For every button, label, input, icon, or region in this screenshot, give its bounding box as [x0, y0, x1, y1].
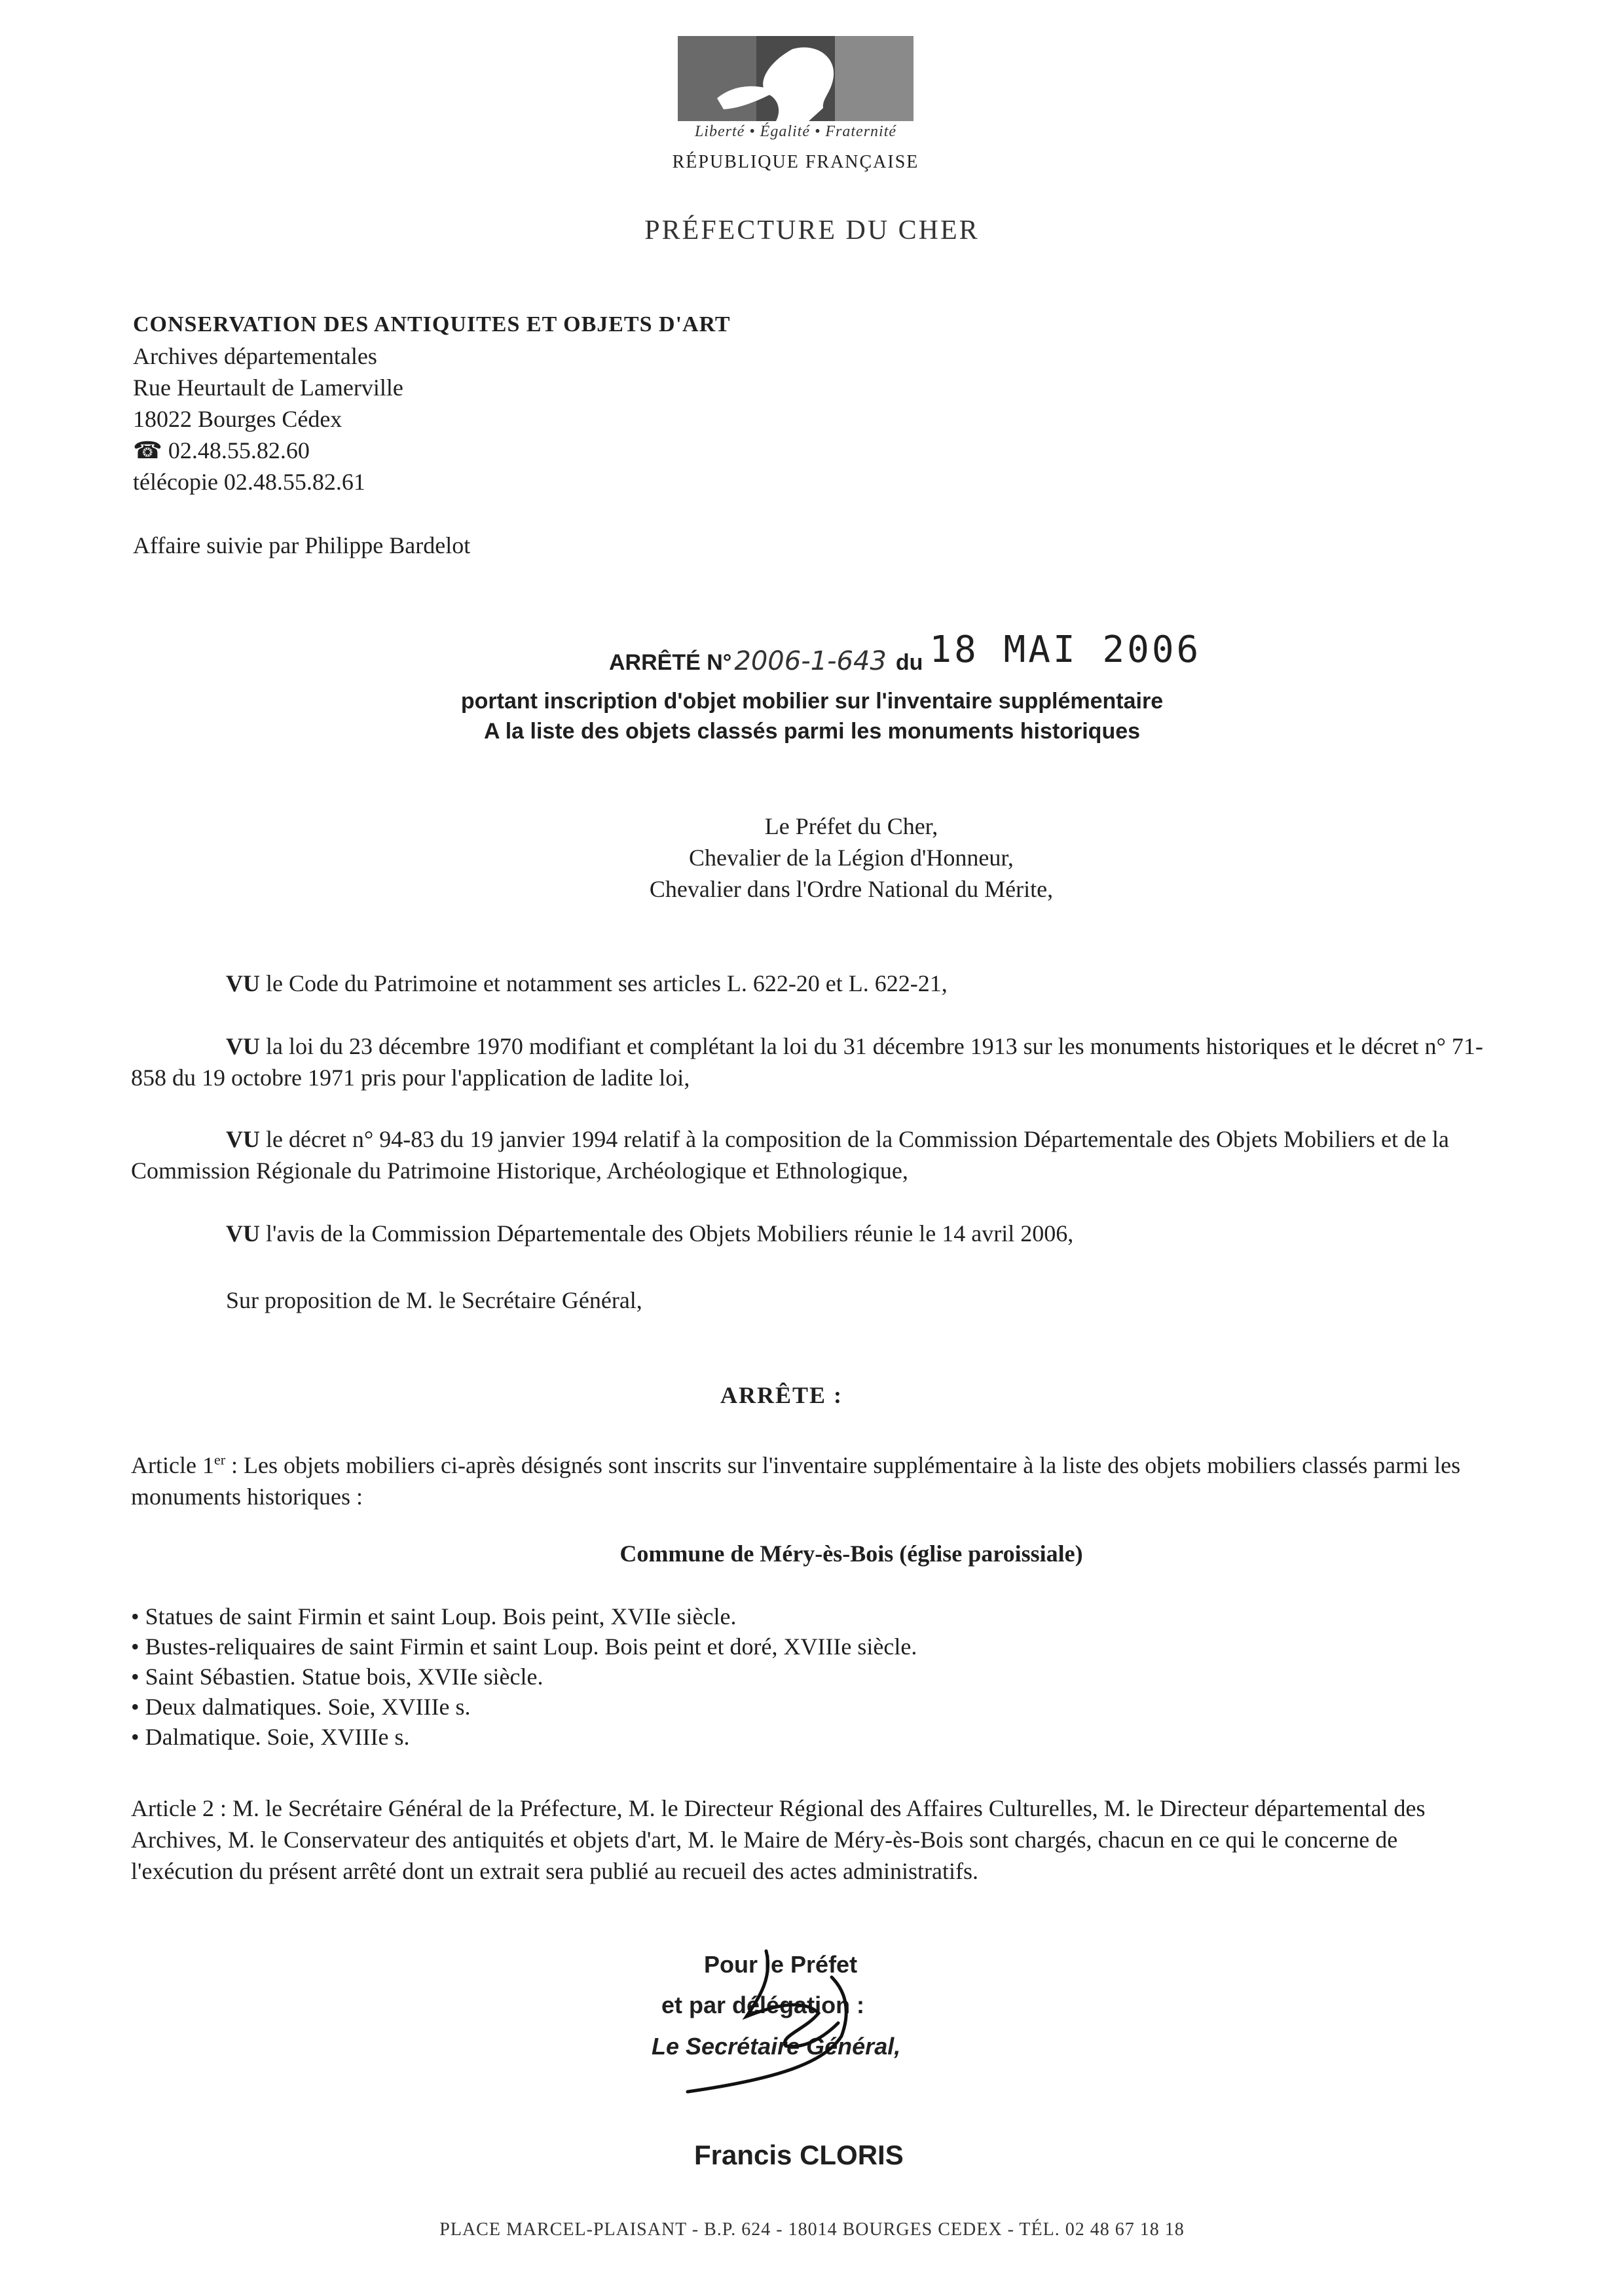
- sender-city: 18022 Bourges Cédex: [133, 406, 342, 432]
- list-item: • Bustes-reliquaires de saint Firmin et saint Loup. Bois peint et doré, XVIIIe siècle.: [131, 1631, 917, 1662]
- vu-text: le Code du Patrimoine et notamment ses articles L. 622-20 et L. 622-21,: [266, 970, 948, 996]
- vu-paragraph-3: [131, 1123, 1493, 1186]
- vu-label: VU: [226, 1126, 260, 1152]
- prefecture-name: PRÉFECTURE DU CHER: [644, 215, 980, 246]
- vu-label: VU: [226, 1033, 260, 1059]
- vu-paragraph-2: [131, 1030, 1493, 1093]
- prefet-line-3: Chevalier dans l'Ordre National du Mérite,: [649, 876, 1054, 902]
- vu-text: l'avis de la Commission Départementale des Objets Mobiliers réunie le 14 avril 2006,: [266, 1220, 1074, 1247]
- sender-fax: télécopie 02.48.55.82.61: [133, 469, 365, 495]
- sender-block: [133, 309, 731, 498]
- list-item: • Dalmatique. Soie, XVIIIe s.: [131, 1722, 917, 1752]
- article-1-text: : Les objets mobiliers ci-après désignés sont inscrits sur l'inventaire supplémentaire à la liste des objets mobiliers classés parmi les monuments historiques :: [131, 1452, 1461, 1510]
- signature-secretaire: Le Secrétaire Général,: [652, 2033, 901, 2060]
- proposition: Sur proposition de M. le Secrétaire Général,: [226, 1287, 642, 1313]
- list-item: • Deux dalmatiques. Soie, XVIIIe s.: [131, 1692, 917, 1722]
- arrete-du: du: [895, 650, 923, 675]
- signatory-name: Francis CLORIS: [694, 2140, 904, 2170]
- vu-text: le décret n° 94-83 du 19 janvier 1994 relatif à la composition de la Commission Départementale des Objets Mobiliers et de la Commission Régionale du Patrimoine Historique, Archéologique et Ethnologique,: [131, 1126, 1449, 1184]
- arrete-subtitle: [393, 686, 1231, 746]
- marianne-logo: [678, 36, 913, 128]
- subtitle-line-2: A la liste des objets classés parmi les monuments historiques: [483, 719, 1141, 744]
- republic-motto: Liberté • Égalité • Fraternité: [694, 123, 897, 140]
- arrete-heading: ARRÊTE :: [720, 1382, 843, 1408]
- list-item: • Statues de saint Firmin et saint Loup. Bois peint, XVIIe siècle.: [131, 1601, 917, 1631]
- arrete-title: [609, 629, 1202, 679]
- republique-francaise: RÉPUBLIQUE FRANÇAISE: [672, 152, 919, 172]
- list-item: • Saint Sébastien. Statue bois, XVIIe siècle.: [131, 1662, 917, 1692]
- sender-department: CONSERVATION DES ANTIQUITES ET OBJETS D'ART: [133, 312, 731, 337]
- objects-list: [131, 1601, 917, 1752]
- sender-phone-line: [133, 435, 731, 466]
- article-1: [131, 1444, 1493, 1512]
- article-2: Article 2 : M. le Secrétaire Général de la Préfecture, M. le Directeur Régional des Affaires Culturelles, M. le Directeur départemental des Archives, M. le Conservateur des antiquités et objets d'art, M. le Maire de Méry-ès-Bois sont chargés, chacun en ce qui le concerne de l'exécution du présent arrêté dont un extrait sera publié au recueil des actes administratifs.: [131, 1795, 1426, 1884]
- commune-heading: Commune de Méry-ès-Bois (église paroissiale): [619, 1540, 1083, 1567]
- vu-text: la loi du 23 décembre 1970 modifiant et complétant la loi du 31 décembre 1913 sur les monuments historiques et le décret n° 71-858 du 19 octobre 1971 pris pour l'application de ladite loi,: [131, 1033, 1483, 1091]
- sender-street: Rue Heurtault de Lamerville: [133, 374, 403, 401]
- footer-address: PLACE MARCEL-PLAISANT - B.P. 624 - 18014 BOURGES CEDEX - TÉL. 02 48 67 18 18: [439, 2219, 1185, 2240]
- subtitle-line-1: portant inscription d'objet mobilier sur l'inventaire supplémentaire: [460, 689, 1164, 714]
- marianne-logo-icon: [678, 36, 913, 121]
- prefet-line-1: Le Préfet du Cher,: [764, 813, 938, 839]
- vu-paragraph-1: [131, 968, 1588, 999]
- sender-service: Archives départementales: [133, 343, 377, 369]
- sender-phone: 02.48.55.82.60: [168, 437, 310, 464]
- signature-delegation: et par délégation :: [661, 1992, 865, 2018]
- arrete-prefix: ARRÊTÉ N°: [609, 650, 732, 675]
- telephone-icon: ☎: [133, 437, 162, 464]
- prefet-titles: [524, 811, 1179, 905]
- article-1-sup: er: [213, 1451, 226, 1468]
- prefet-line-2: Chevalier de la Légion d'Honneur,: [689, 845, 1014, 871]
- arrete-number: 2006-1-643: [734, 646, 887, 676]
- article-1-label: Article 1: [131, 1452, 214, 1478]
- handwritten-signature-icon: [674, 1938, 950, 2095]
- followed-by: Affaire suivie par Philippe Bardelot: [133, 532, 471, 558]
- vu-label: VU: [226, 970, 260, 996]
- vu-label: VU: [226, 1220, 260, 1247]
- vu-paragraph-4: [131, 1218, 1588, 1249]
- arrete-date-stamp: 18 MAI 2006: [929, 629, 1202, 671]
- signature-pour: Pour le Préfet: [704, 1951, 858, 1978]
